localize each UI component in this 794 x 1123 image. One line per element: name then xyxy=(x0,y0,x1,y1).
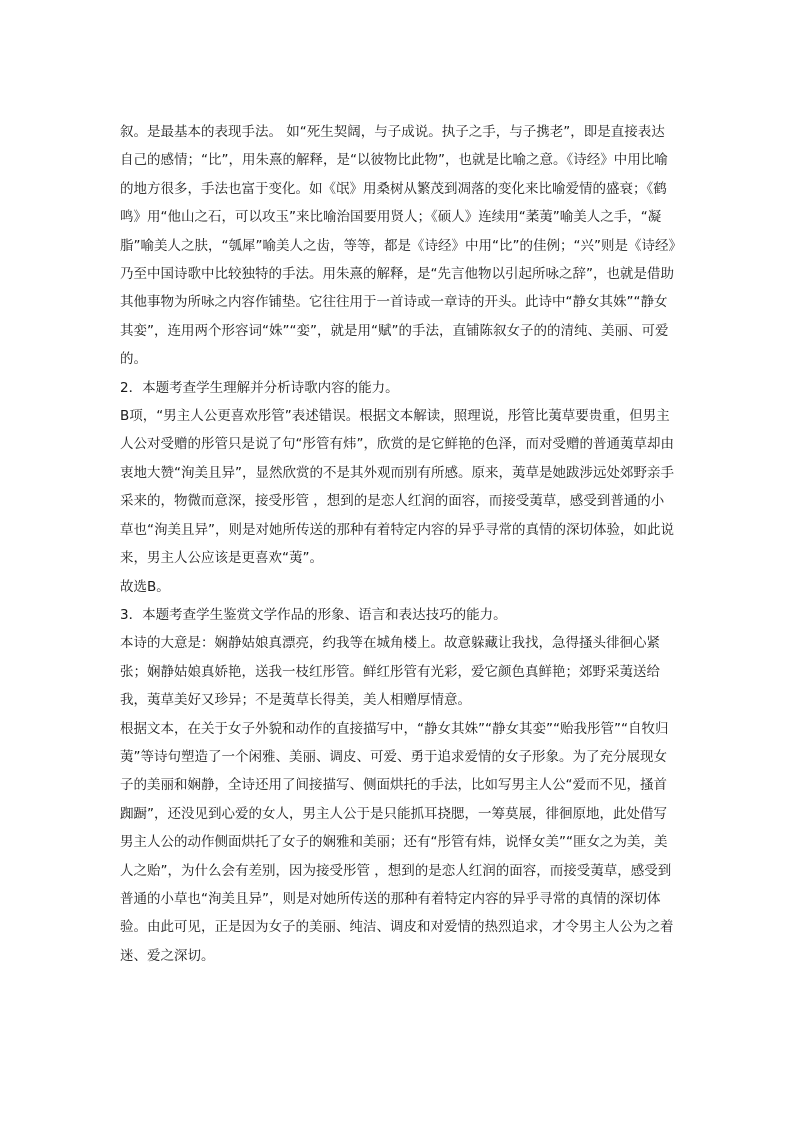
paragraph-question-2-heading: 2．本题考查学生理解并分析诗歌内容的能力。 xyxy=(120,379,399,396)
paragraph-analysis-fu-bi-xing: 叙。是最基本的表现手法。 如“死生契阔，与子成说。执子之手，与子携老”，即是直接表达自己的感情；“比”，用朱熹的解释，是“以彼物比此物”，也就是比喻之意。《诗经》中用比喻的地方很多，手法也富于变化。如《氓》用桑树从繁茂到凋落的变化来比喻爱情的盛衰；《鹤鸣》用“他山之石，可以攻玉”来比喻治国要用贤人；《硕人》连续用“葇荑”喻美人之手，“凝脂”喻美人之肤，“瓠犀”喻美人之齿，等等，都是《诗经》中用“比”的佳例；“兴”则是《诗经》乃至中国诗歌中比较独特的手法。用朱熹的解释，是“先言他物以引起所咏之辞”，也就是借助其他事物为所咏之内容作铺垫。它往往用于一首诗或一章诗的开头。此诗中“静女其姝”“静女其娈”，连用两个形容词“姝”“娈”，就是用“赋”的手法，直铺陈叙女子的的清纯、美丽、可爱的。 xyxy=(120,124,676,368)
paragraph-poem-summary: 本诗的大意是：娴静姑娘真漂亮，约我等在城角楼上。故意躲藏让我找，急得搔头徘徊心紧张；娴静姑娘真娇艳，送我一枝红彤管。鲜红彤管有光彩，爱它颜色真鲜艳；郊野采荑送给我，荑草美好又珍异；不是荑草长得美，美人相赠厚情意。 xyxy=(120,635,660,709)
paragraph-question-2-explanation: B项，“男主人公更喜欢彤管”表述错误。根据文本解读，照理说，彤管比荑草要贵重，但男主人公对受赠的彤管只是说了句“彤管有炜”，欣赏的是它鲜艳的色泽，而对受赠的普通荑草却由衷地大赞“洵美且异”，显然欣赏的不是其外观而别有所感。原来，荑草是她跋涉远处郊野亲手采来的，物微而意深，接受彤管 ，想到的是恋人红润的面容，而接受荑草，感受到普通的小草也“洵美且异”，则是对她所传送的那种有着特定内容的异乎寻常的真情的深切体验，如此说来，男主人公应该是更喜欢“荑”。 xyxy=(120,408,674,567)
document-body xyxy=(120,118,676,970)
paragraph-question-3-heading: 3．本题考查学生鉴赏文学作品的形象、语言和表达技巧的能力。 xyxy=(120,606,507,623)
paragraph-question-2-answer: 故选B。 xyxy=(120,578,170,595)
paragraph-poem-analysis: 根据文本，在关于女子外貌和动作的直接描写中，“静女其姝”“静女其娈”“贻我彤管”“自牧归荑”等诗句塑造了一个闲雅、美丽、调皮、可爱、勇于追求爱情的女子形象。为了充分展现女子的美丽和娴静，全诗还用了间接描写、侧面烘托的手法，比如写男主人公“爱而不见，搔首踟蹰”，还没见到心爱的女人，男主人公于是只能抓耳挠腮，一筹莫展，徘徊原地，此处借写男主人公的动作侧面烘托了女子的娴雅和美丽；还有“彤管有炜，说怿女美”“匪女之为美，美人之贻”，为什么会有差别，因为接受彤管 ，想到的是恋人红润的面容，而接受荑草，感受到普通的小草也“洵美且异”，则是对她所传送的那种有着特定内容的异乎寻常的真情的深切体验。由此可见，正是因为女子的美丽、纯洁、调皮和对爱情的热烈追求，才令男主人公为之着迷、爱之深切。 xyxy=(120,720,674,964)
